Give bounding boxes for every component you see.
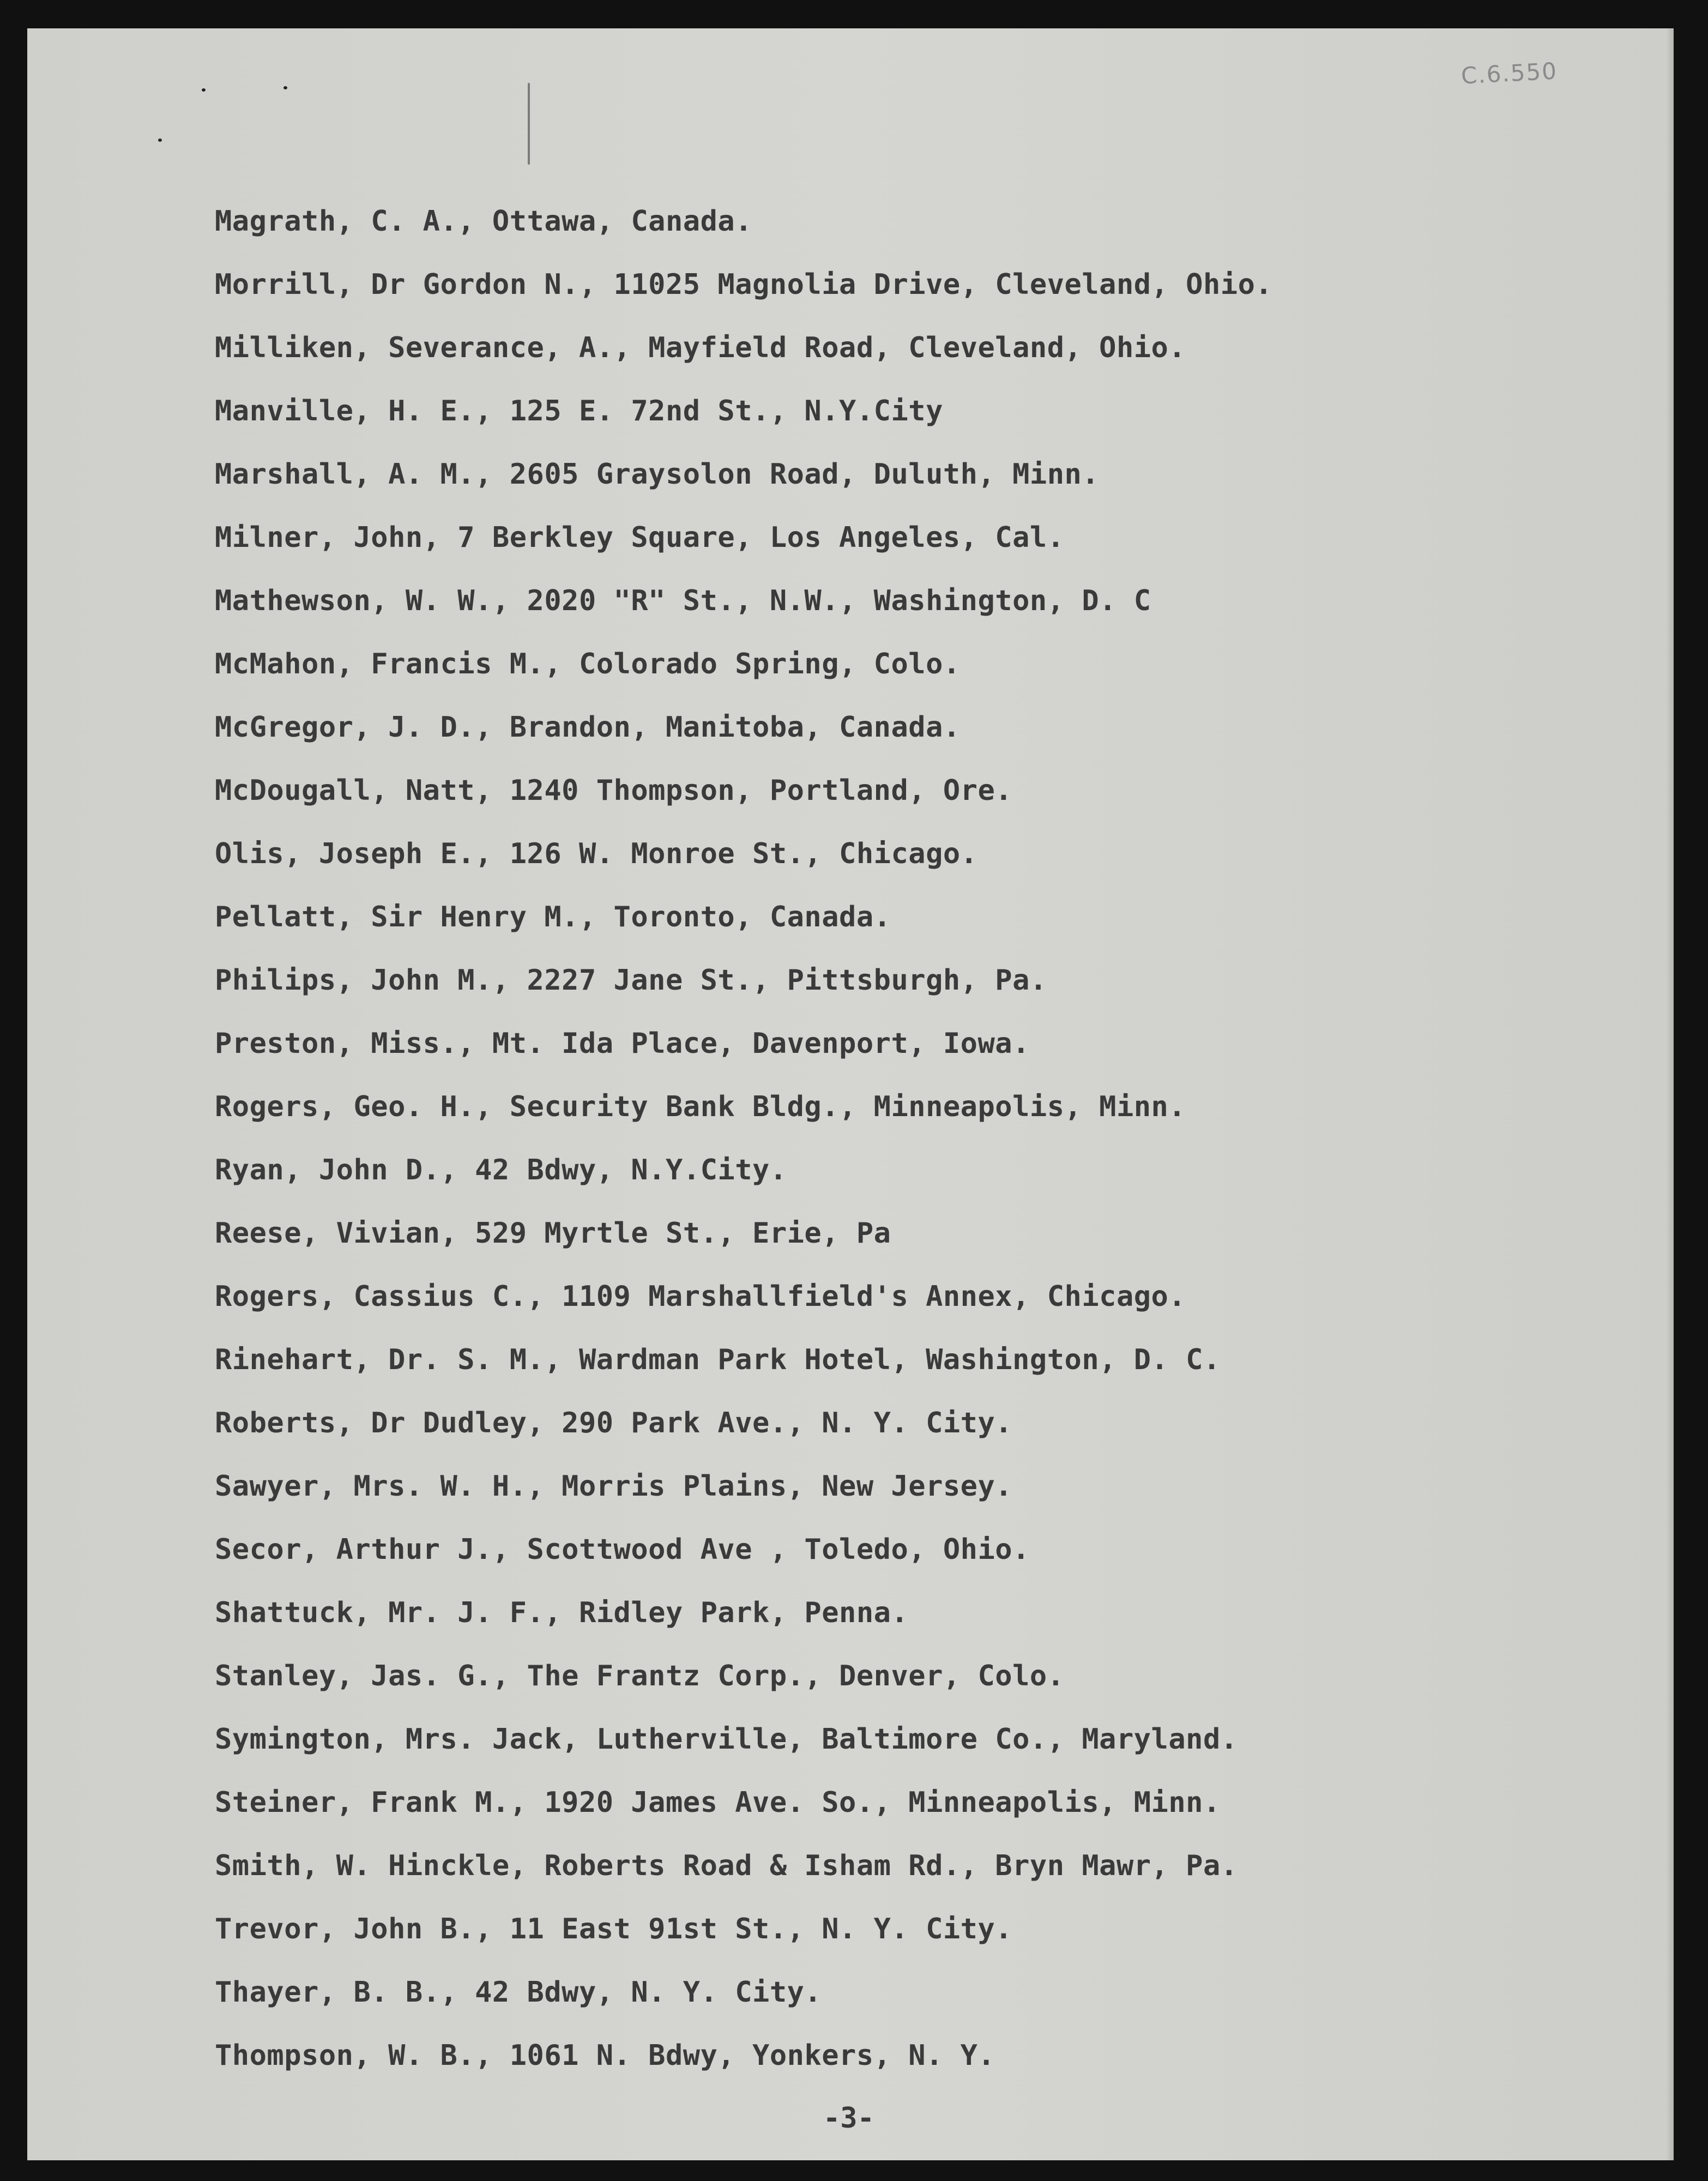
address-entry: Secor, Arthur J., Scottwood Ave , Toledo, Ohio. bbox=[215, 1533, 1030, 1566]
address-entry: Roberts, Dr Dudley, 290 Park Ave., N. Y. City. bbox=[215, 1407, 1013, 1439]
paper-speck bbox=[283, 86, 287, 89]
address-entry: Preston, Miss., Mt. Ida Place, Davenport, Iowa. bbox=[215, 1027, 1030, 1060]
address-entry: Reese, Vivian, 529 Myrtle St., Erie, Pa bbox=[215, 1217, 891, 1250]
address-entry: Smith, W. Hinckle, Roberts Road & Isham Rd., Bryn Mawr, Pa. bbox=[215, 1849, 1238, 1882]
page-edge-shadow bbox=[1666, 28, 1674, 2160]
address-entry: Rinehart, Dr. S. M., Wardman Park Hotel, Washington, D. C. bbox=[215, 1343, 1221, 1376]
pencil-stroke-mark bbox=[528, 83, 530, 165]
address-entry: Trevor, John B., 11 East 91st St., N. Y. City. bbox=[215, 1913, 1013, 1945]
address-entry: Philips, John M., 2227 Jane St., Pittsburgh, Pa. bbox=[215, 964, 1047, 997]
address-entry: McMahon, Francis M., Colorado Spring, Colo. bbox=[215, 648, 961, 680]
address-entry: Steiner, Frank M., 1920 James Ave. So., Minneapolis, Minn. bbox=[215, 1786, 1221, 1819]
address-entry: Symington, Mrs. Jack, Lutherville, Baltimore Co., Maryland. bbox=[215, 1723, 1238, 1756]
address-entry: Marshall, A. M., 2605 Graysolon Road, Duluth, Minn. bbox=[215, 458, 1100, 491]
address-entry: Morrill, Dr Gordon N., 11025 Magnolia Drive, Cleveland, Ohio. bbox=[215, 268, 1273, 301]
paper-speck bbox=[158, 138, 162, 142]
address-entry: Milner, John, 7 Berkley Square, Los Angeles, Cal. bbox=[215, 521, 1065, 554]
address-entry: Olis, Joseph E., 126 W. Monroe St., Chicago. bbox=[215, 838, 978, 870]
address-entry: Milliken, Severance, A., Mayfield Road, Cleveland, Ohio. bbox=[215, 332, 1186, 364]
address-entry: Shattuck, Mr. J. F., Ridley Park, Penna. bbox=[215, 1596, 909, 1629]
address-entry: Thompson, W. B., 1061 N. Bdwy, Yonkers, N. Y. bbox=[215, 2039, 995, 2072]
address-entry: Rogers, Geo. H., Security Bank Bldg., Minneapolis, Minn. bbox=[215, 1090, 1186, 1123]
address-entry: McGregor, J. D., Brandon, Manitoba, Canada. bbox=[215, 711, 961, 744]
address-list bbox=[215, 190, 1578, 2087]
catalog-mark: C.6.550 bbox=[1460, 57, 1559, 89]
paper-speck bbox=[202, 88, 206, 92]
address-entry: McDougall, Natt, 1240 Thompson, Portland, Ore. bbox=[215, 774, 1013, 807]
address-entry: Sawyer, Mrs. W. H., Morris Plains, New Jersey. bbox=[215, 1470, 1013, 1503]
address-entry: Pellatt, Sir Henry M., Toronto, Canada. bbox=[215, 901, 891, 933]
address-entry: Magrath, C. A., Ottawa, Canada. bbox=[215, 205, 753, 238]
address-entry: Manville, H. E., 125 E. 72nd St., N.Y.City bbox=[215, 395, 943, 427]
document-page bbox=[27, 28, 1674, 2160]
address-entry: Rogers, Cassius C., 1109 Marshallfield's Annex, Chicago. bbox=[215, 1280, 1186, 1313]
address-entry: Mathewson, W. W., 2020 "R" St., N.W., Washington, D. C bbox=[215, 585, 1151, 617]
address-entry: Ryan, John D., 42 Bdwy, N.Y.City. bbox=[215, 1154, 787, 1186]
page-number: -3- bbox=[823, 2102, 874, 2135]
address-entry: Stanley, Jas. G., The Frantz Corp., Denver, Colo. bbox=[215, 1660, 1065, 1692]
address-entry: Thayer, B. B., 42 Bdwy, N. Y. City. bbox=[215, 1976, 822, 2009]
